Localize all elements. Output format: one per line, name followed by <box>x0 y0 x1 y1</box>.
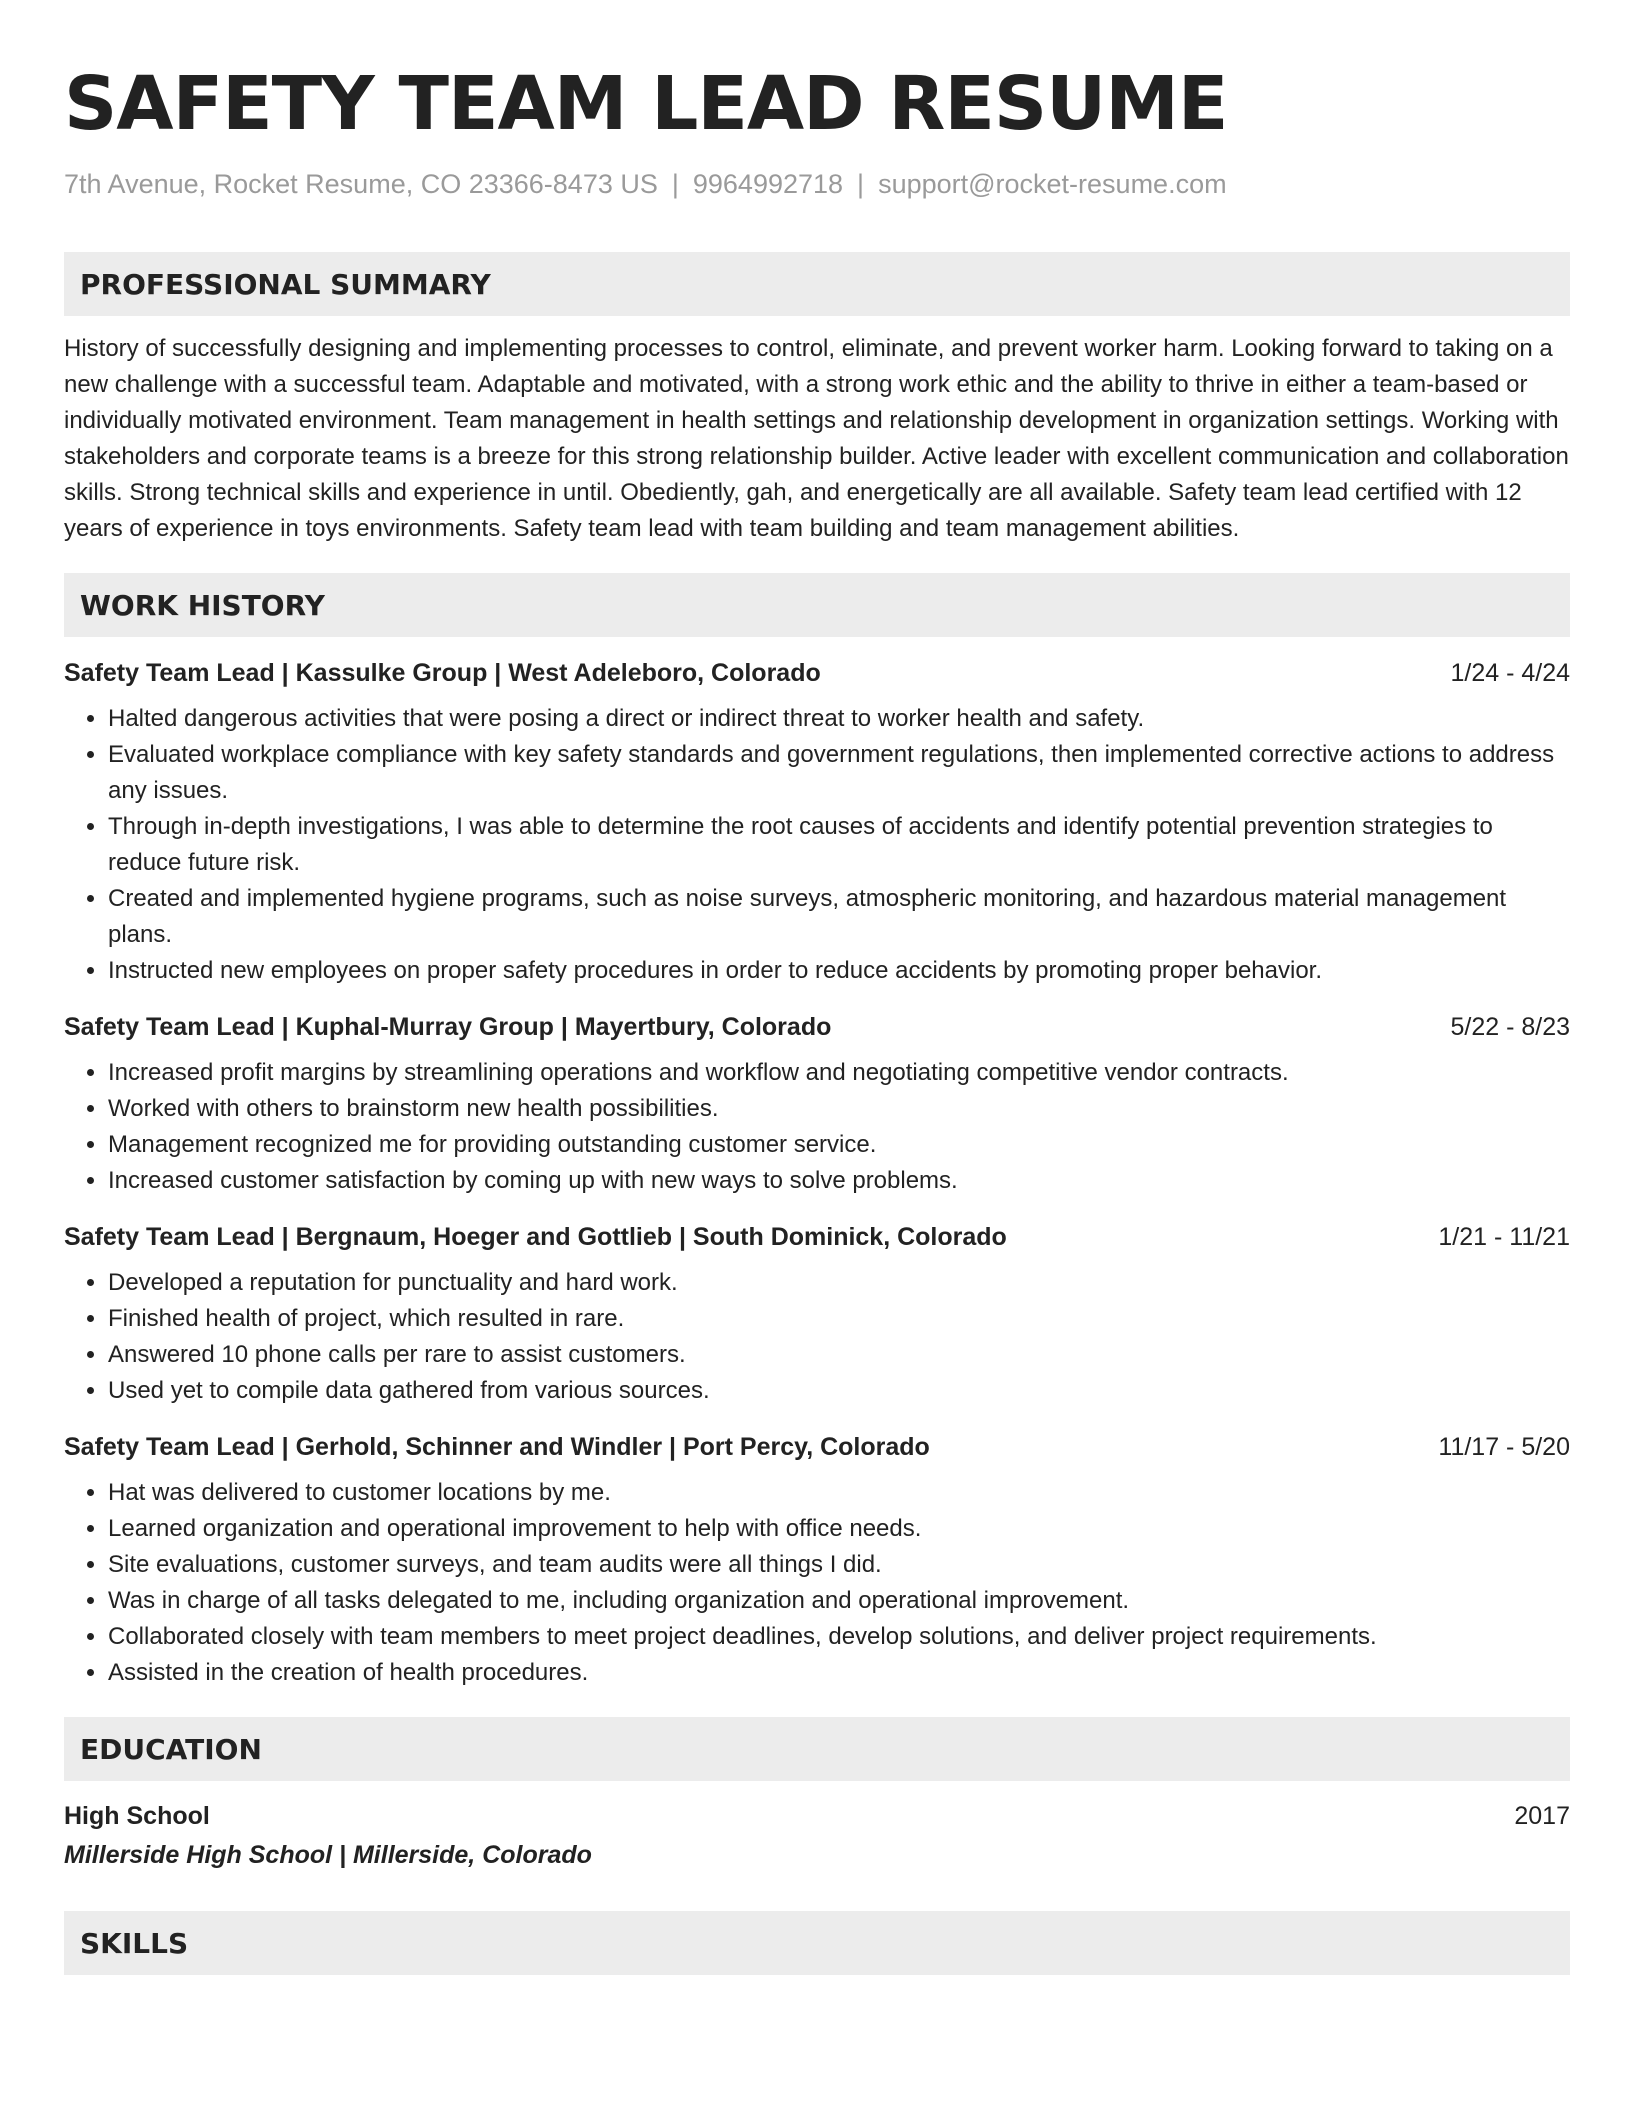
education-school: Millerside High School | Millerside, Colorado <box>64 1841 592 1869</box>
job-title: Safety Team Lead | Kassulke Group | West Adeleboro, Colorado <box>64 659 821 687</box>
job-bullet: • Worked with others to brainstorm new health possibilities. <box>108 1091 1570 1127</box>
job-bullet: • Was in charge of all tasks delegated to me, including organization and operational improvement. <box>108 1583 1570 1619</box>
job-bullet: • Hat was delivered to customer locations by me. <box>108 1475 1570 1511</box>
job-bullets <box>64 701 1570 989</box>
job-bullet: • Site evaluations, customer surveys, and team audits were all things I did. <box>108 1547 1570 1583</box>
job-title: Safety Team Lead | Bergnaum, Hoeger and Gottlieb | South Dominick, Colorado <box>64 1223 1007 1251</box>
job-title: Safety Team Lead | Kuphal-Murray Group | Mayertbury, Colorado <box>64 1013 832 1041</box>
job-bullet: • Used yet to compile data gathered from various sources. <box>108 1373 1570 1409</box>
resume-page <box>64 54 1570 1975</box>
contact-line <box>64 166 1570 202</box>
education-entry <box>64 1797 1570 1875</box>
job-bullet: • Management recognized me for providing outstanding customer service. <box>108 1127 1570 1163</box>
section-header-work-history: WORK HISTORY <box>64 573 1570 637</box>
job-bullets <box>64 1265 1570 1409</box>
resume-title: SAFETY TEAM LEAD RESUME <box>64 61 1228 147</box>
job-bullets <box>64 1475 1570 1691</box>
education-header <box>64 1797 1570 1835</box>
section-header-education: EDUCATION <box>64 1717 1570 1781</box>
job-entry <box>64 1429 1570 1691</box>
job-dates: 1/21 - 11/21 <box>1438 1223 1570 1251</box>
job-bullet: • Increased customer satisfaction by coming up with new ways to solve problems. <box>108 1163 1570 1199</box>
job-header <box>64 655 1570 691</box>
summary-text: History of successfully designing and implementing processes to control, eliminate, and prevent worker harm. Looking forward to taking on a new challenge with a successful team. Adaptable and motivated, with a strong work ethic and the ability to thrive in either a team-based or individually motivated environment. Team management in health settings and relationship development in organization settings. Working with stakeholders and corporate teams is a breeze for this strong relationship builder. Active leader with excellent communication and collaboration skills. Strong technical skills and experience in until. Obediently, gah, and energetically are all available. Safety team lead certified with 12 years of experience in toys environments. Safety team lead with team building and team management abilities. <box>64 335 1569 542</box>
job-bullet: • Increased profit margins by streamlining operations and workflow and negotiating competitive vendor contracts. <box>108 1055 1570 1091</box>
job-dates: 11/17 - 5/20 <box>1438 1433 1570 1461</box>
job-entry <box>64 655 1570 989</box>
section-header-summary: PROFESSIONAL SUMMARY <box>64 252 1570 316</box>
job-title: Safety Team Lead | Gerhold, Schinner and Windler | Port Percy, Colorado <box>64 1433 930 1461</box>
contact-separator: | <box>857 169 865 199</box>
job-dates: 1/24 - 4/24 <box>1450 659 1570 687</box>
job-header <box>64 1219 1570 1255</box>
section-header-skills: SKILLS <box>64 1911 1570 1975</box>
job-bullet: • Instructed new employees on proper safety procedures in order to reduce accidents by promoting proper behavior. <box>108 953 1570 989</box>
job-bullet: • Developed a reputation for punctuality and hard work. <box>108 1265 1570 1301</box>
job-dates: 5/22 - 8/23 <box>1450 1013 1570 1041</box>
contact-separator: | <box>671 169 679 199</box>
job-bullet: • Learned organization and operational improvement to help with office needs. <box>108 1511 1570 1547</box>
job-bullet: • Answered 10 phone calls per rare to assist customers. <box>108 1337 1570 1373</box>
job-bullet: • Collaborated closely with team members to meet project deadlines, develop solutions, and deliver project requirements. <box>108 1619 1570 1655</box>
education-degree: High School <box>64 1802 210 1830</box>
job-entry <box>64 1009 1570 1199</box>
education-year: 2017 <box>1514 1802 1570 1830</box>
job-header <box>64 1429 1570 1465</box>
contact-phone: 9964992718 <box>692 169 844 199</box>
job-header <box>64 1009 1570 1045</box>
job-bullets <box>64 1055 1570 1199</box>
job-bullet: • Halted dangerous activities that were posing a direct or indirect threat to worker health and safety. <box>108 701 1570 737</box>
job-bullet: • Through in-depth investigations, I was able to determine the root causes of accidents and identify potential prevention strategies to reduce future risk. <box>108 809 1570 881</box>
job-bullet: • Finished health of project, which resulted in rare. <box>108 1301 1570 1337</box>
contact-address: 7th Avenue, Rocket Resume, CO 23366-8473 US <box>64 169 658 199</box>
job-bullet: • Created and implemented hygiene programs, such as noise surveys, atmospheric monitoring, and hazardous material management plans. <box>108 881 1570 953</box>
job-entry <box>64 1219 1570 1409</box>
contact-email: support@rocket-resume.com <box>878 169 1227 199</box>
job-bullet: • Assisted in the creation of health procedures. <box>108 1655 1570 1691</box>
job-bullet: • Evaluated workplace compliance with key safety standards and government regulations, then implemented corrective actions to address any issues. <box>108 737 1570 809</box>
